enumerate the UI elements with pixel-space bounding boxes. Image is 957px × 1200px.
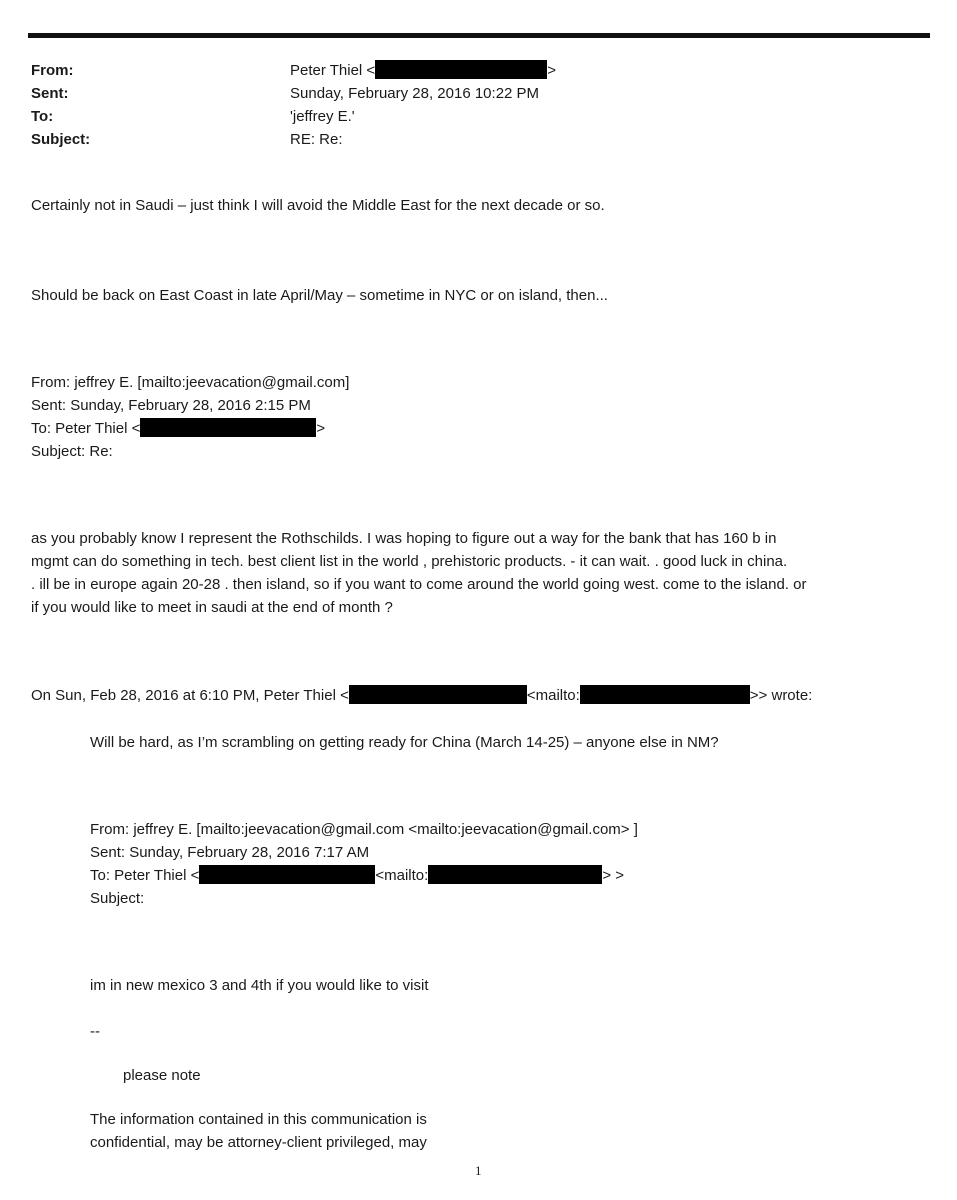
quote2-sent: Sent: Sunday, February 28, 2016 7:17 AM	[90, 844, 370, 861]
quote1-sent: Sent: Sunday, February 28, 2016 2:15 PM	[31, 397, 311, 414]
body-paragraph-2: Should be back on East Coast in late April/May – sometime in NYC or on island, then...	[31, 287, 608, 304]
top-rule	[28, 33, 930, 38]
redaction-box	[428, 865, 602, 884]
message-line: if you would like to meet in saudi at the end of month ?	[31, 599, 393, 616]
please-note: please note	[123, 1067, 201, 1084]
redaction-box	[140, 418, 316, 437]
quote2-to-suffix: > >	[602, 867, 625, 884]
reply-line: Will be hard, as I’m scrambling on getting ready for China (March 14-25) – anyone else in NM?	[90, 734, 719, 751]
message-line: mgmt can do something in tech. best client list in the world , prehistoric products. - it can wait. . good luck in china.	[31, 553, 788, 570]
message-line: as you probably know I represent the Rothschilds. I was hoping to figure out a way for the bank that has 160 b in	[31, 530, 777, 547]
quote2-subject: Subject:	[90, 890, 145, 907]
confidential-line: The information contained in this communication is	[90, 1111, 427, 1128]
to-label: To:	[31, 108, 54, 125]
wrote-prefix: On Sun, Feb 28, 2016 at 6:10 PM, Peter Thiel <	[31, 687, 349, 704]
wrote-line	[31, 684, 812, 707]
quote1-to-prefix: To: Peter Thiel <	[31, 420, 141, 437]
redaction-box	[375, 60, 547, 79]
message-line: . ill be in europe again 20-28 . then island, so if you want to come around the world going west. come to the island. or	[31, 576, 807, 593]
quote2-to-prefix: To: Peter Thiel <	[90, 867, 200, 884]
from-label: From:	[31, 62, 74, 79]
quote1-subject: Subject: Re:	[31, 443, 113, 460]
page-number: 1	[475, 1163, 482, 1178]
quote1-to-suffix: >	[316, 420, 326, 437]
wrote-mailto: <mailto:	[526, 687, 580, 704]
wrote-suffix: >> wrote:	[749, 687, 813, 704]
quote1-from: From: jeffrey E. [mailto:jeevacation@gmail.com]	[31, 374, 350, 391]
redaction-box	[199, 865, 375, 884]
subject-value: RE: Re:	[290, 131, 343, 148]
new-mexico-line: im in new mexico 3 and 4th if you would like to visit	[90, 977, 429, 994]
confidential-line: confidential, may be attorney-client privileged, may	[90, 1134, 427, 1151]
quote2-to	[90, 864, 624, 887]
redaction-box	[580, 685, 750, 704]
quote2-from: From: jeffrey E. [mailto:jeevacation@gmail.com <mailto:jeevacation@gmail.com> ]	[90, 821, 638, 838]
sent-label: Sent:	[31, 85, 69, 102]
sent-value: Sunday, February 28, 2016 10:22 PM	[290, 85, 540, 102]
from-name: Peter Thiel <	[290, 62, 376, 79]
quote1-to	[31, 417, 325, 440]
redaction-box	[349, 685, 527, 704]
body-paragraph-1: Certainly not in Saudi – just think I will avoid the Middle East for the next decade or so.	[31, 197, 605, 214]
subject-label: Subject:	[31, 131, 91, 148]
signature-dashes: --	[90, 1023, 100, 1040]
from-value	[290, 59, 556, 82]
to-value: 'jeffrey E.'	[290, 108, 355, 125]
quote2-to-mailto: <mailto:	[375, 867, 429, 884]
from-close: >	[547, 62, 556, 79]
message-paragraph	[31, 527, 936, 619]
